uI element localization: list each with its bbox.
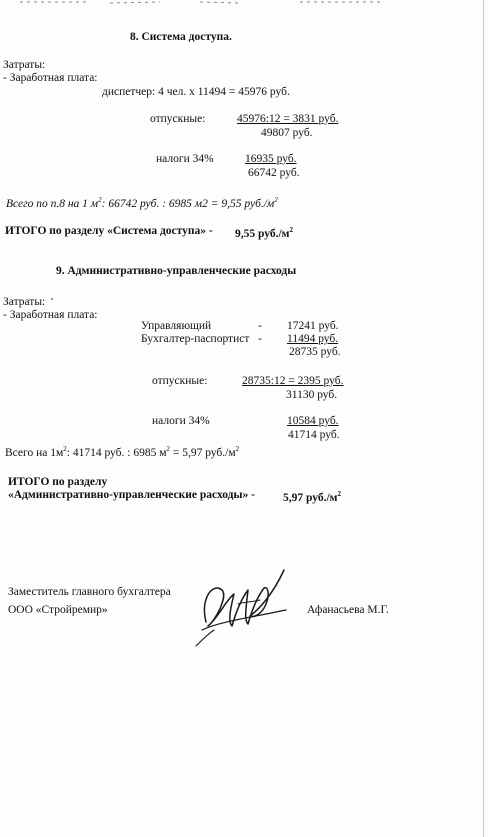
- section-8-costs-label: Затраты:: [3, 59, 46, 71]
- accountant-dash: -: [258, 333, 262, 345]
- section-8-tax-label: налоги 34%: [156, 153, 214, 165]
- superscript-2: 2: [166, 445, 170, 453]
- superscript-2: 2: [98, 196, 102, 204]
- section-9-tax-value: 10584 руб.: [287, 415, 339, 427]
- section-9-total-value-wrap: [283, 488, 341, 505]
- manager-label: Управляющий: [141, 320, 212, 332]
- section-9-total-line-2: «Административно-управленческие расходы» -: [8, 489, 255, 501]
- section-8-per-m2-prefix: Всего по п.8 на 1 м: [6, 197, 99, 210]
- manager-value: 17241 руб.: [287, 320, 339, 332]
- section-9-per-m2-line: [5, 443, 239, 460]
- superscript-2: 2: [235, 445, 240, 453]
- accountant-label: Бухгалтер-паспортист: [141, 333, 250, 345]
- section-8-vacation-label: отпускные:: [150, 113, 206, 125]
- section-8-subtotal-1: 49807 руб.: [261, 127, 313, 139]
- section-8-per-m2-rest: : 66742 руб. : 6985 м2 = 9,55 руб./м: [101, 197, 275, 210]
- section-9-total-line-1: ИТОГО по разделу: [8, 476, 108, 488]
- section-8-subtotal-2: 66742 руб.: [248, 167, 300, 179]
- superscript-2: 2: [337, 490, 341, 498]
- section-9-subtotal-2: 31130 руб.: [286, 389, 338, 401]
- section-8-total-value-wrap: [235, 224, 293, 241]
- section-9-per-m2-rest: = 5,97 руб./м: [169, 446, 236, 459]
- section-9-per-m2-mid: : 41714 руб. : 6985 м: [66, 446, 167, 459]
- scan-speck: [51, 298, 53, 300]
- section-8-tax-value: 16935 руб.: [245, 153, 297, 165]
- section-9-total-value: 5,97 руб./м: [283, 491, 338, 504]
- section-9-subtotal-1: 28735 руб.: [289, 346, 341, 358]
- section-8-title: 8. Система доступа.: [130, 31, 232, 43]
- signatory-position: Заместитель главного бухгалтера: [8, 586, 171, 598]
- section-9-subtotal-3: 41714 руб.: [288, 429, 340, 441]
- section-8-total-value: 9,55 руб./м: [235, 227, 290, 240]
- section-9-vacation-label: отпускные:: [152, 375, 208, 387]
- section-8-per-m2-line: [6, 194, 278, 211]
- superscript-2: 2: [289, 226, 293, 234]
- dispatcher-line: диспетчер: 4 чел. x 11494 = 45976 руб.: [102, 86, 290, 98]
- scan-artifact-top: [0, 0, 488, 6]
- superscript-2: 2: [274, 196, 278, 204]
- section-9-salary-label: - Заработная плата:: [3, 309, 98, 321]
- handwritten-signature: [188, 560, 298, 655]
- section-8-salary-label: - Заработная плата:: [3, 72, 98, 84]
- section-9-costs-label: Затраты:: [3, 296, 46, 308]
- superscript-2: 2: [63, 445, 67, 453]
- section-8-total-label: ИТОГО по разделу «Система доступа» -: [5, 225, 213, 237]
- section-8-vacation-calc: 45976:12 = 3831 руб.: [237, 113, 339, 125]
- signatory-name: Афанасьева М.Г.: [307, 604, 389, 616]
- section-9-tax-label: налоги 34%: [152, 415, 210, 427]
- accountant-value: 11494 руб.: [287, 333, 339, 345]
- manager-dash: -: [258, 320, 262, 332]
- section-9-vacation-calc: 28735:12 = 2395 руб.: [242, 375, 344, 387]
- section-9-per-m2-prefix: Всего на 1м: [5, 446, 64, 459]
- scan-edge-line: [483, 0, 484, 837]
- signatory-company: ООО «Стройремир»: [8, 604, 108, 616]
- section-9-title: 9. Административно-управленческие расходы: [56, 265, 297, 277]
